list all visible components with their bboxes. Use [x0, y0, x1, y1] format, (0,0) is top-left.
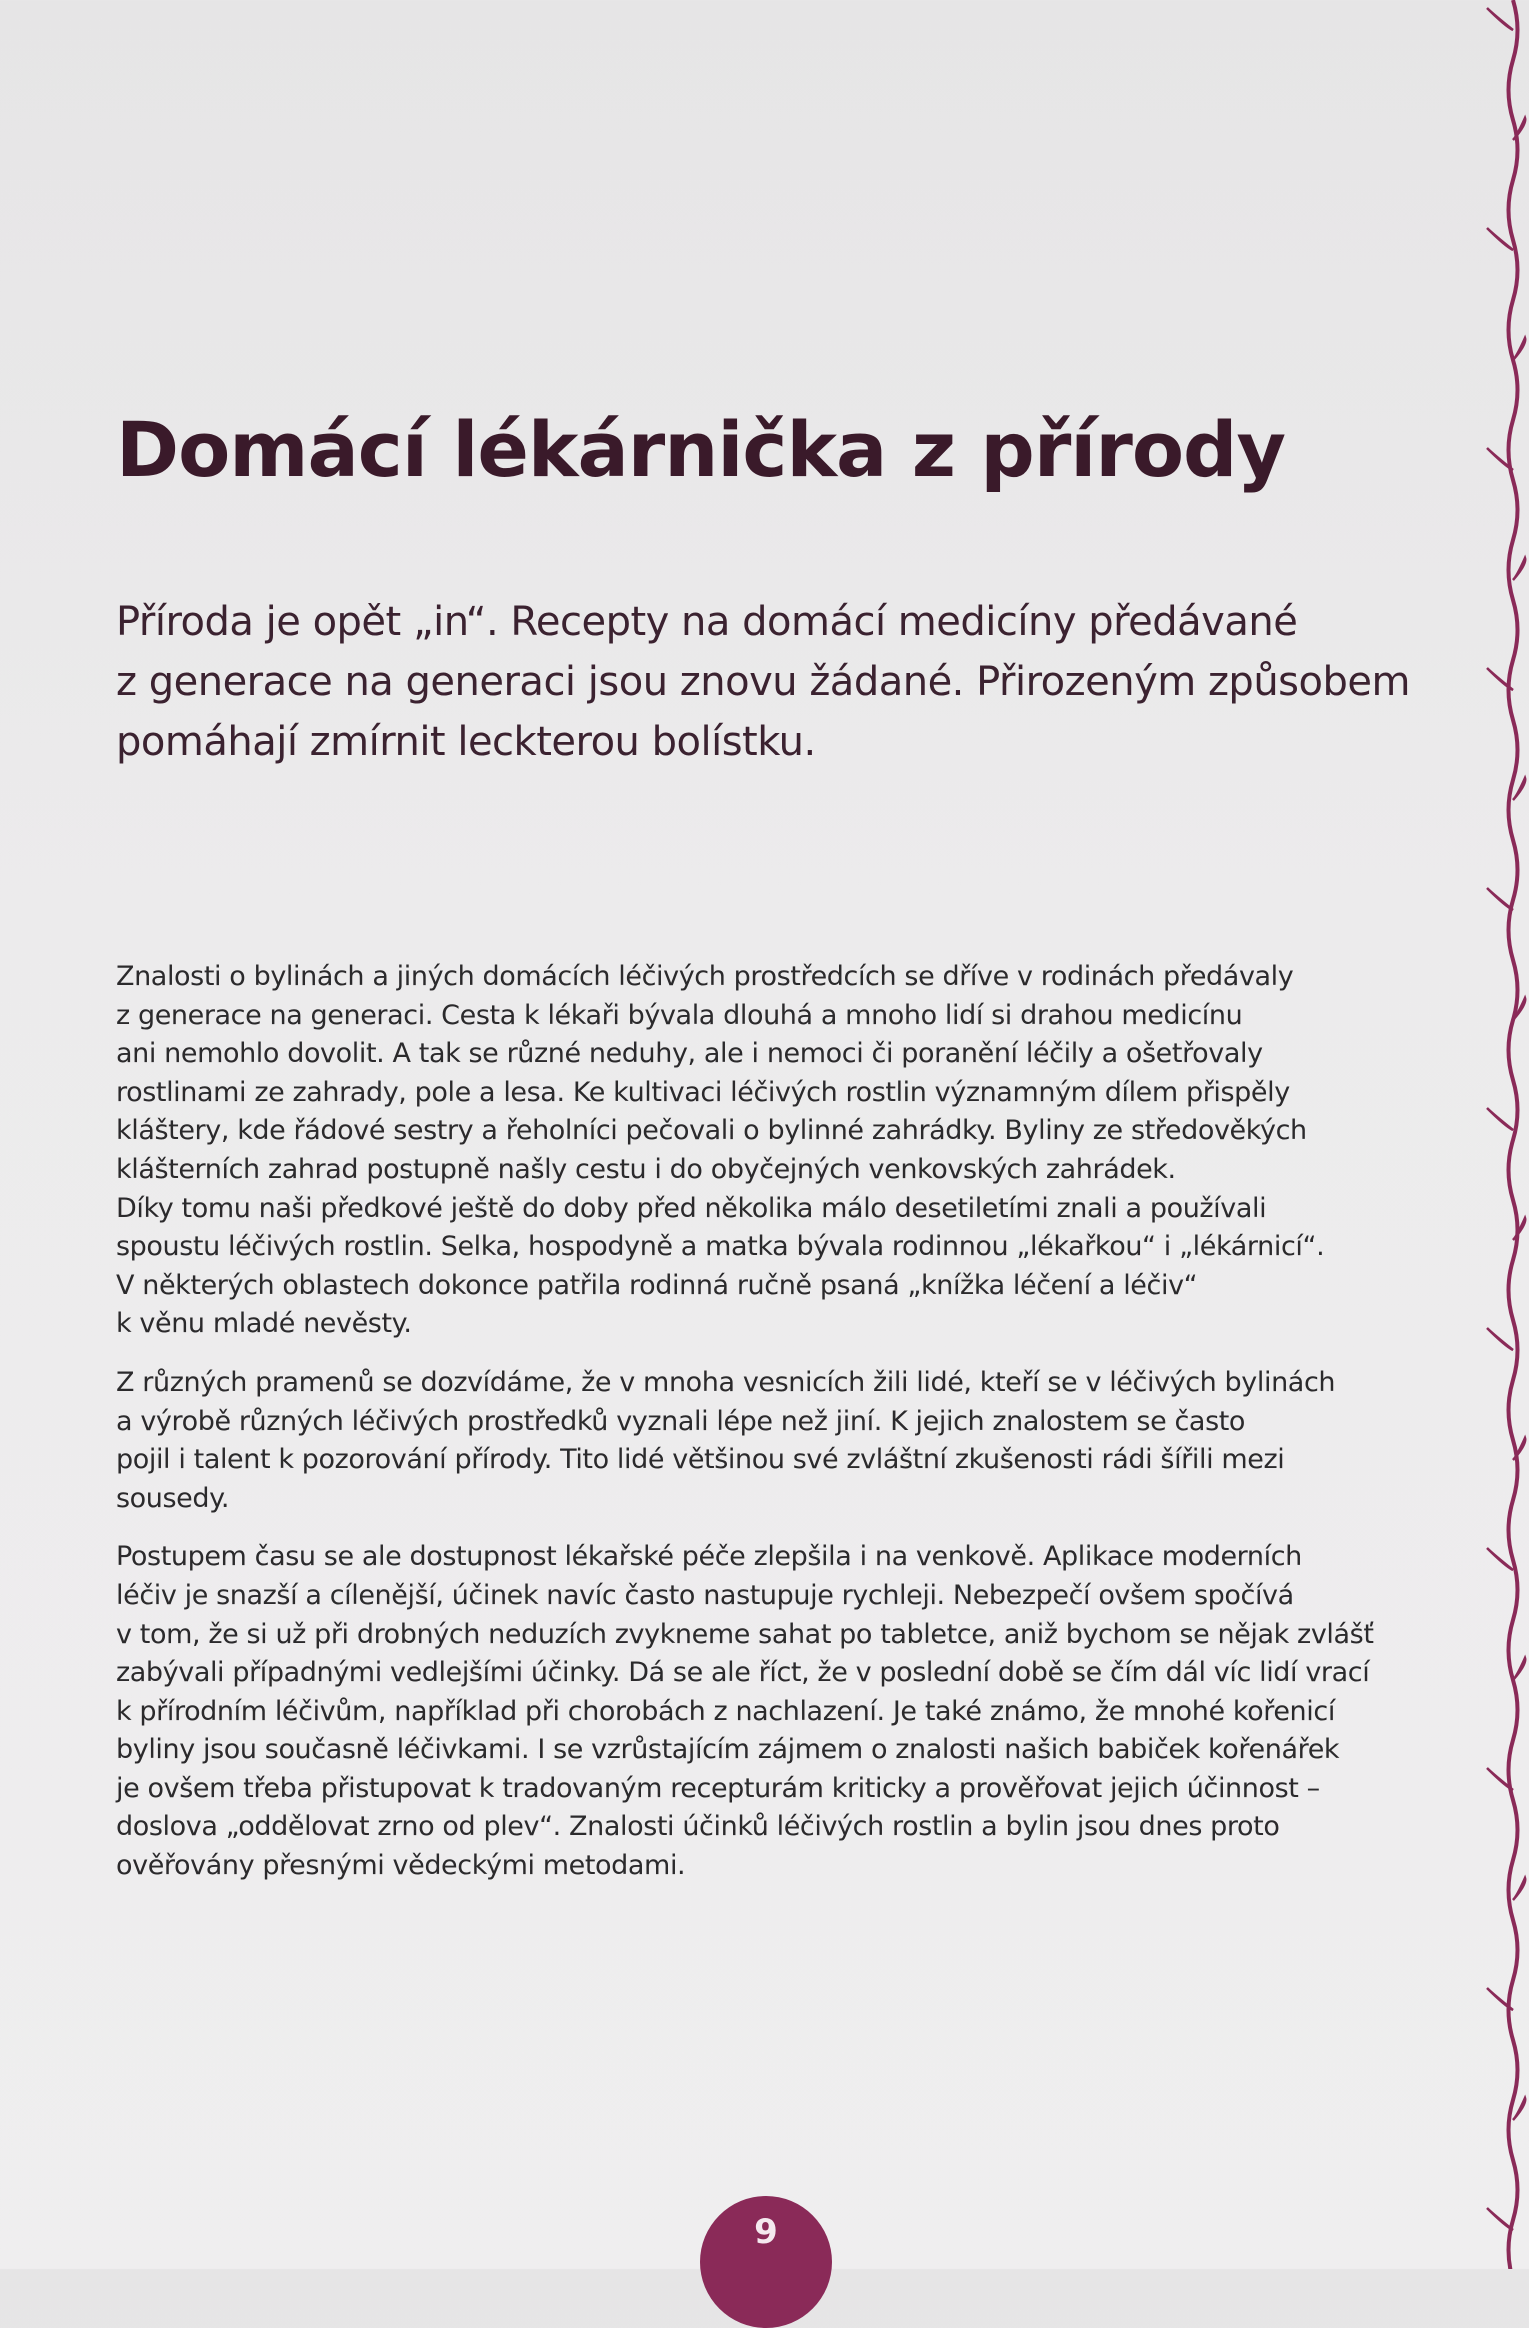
body-paragraph	[116, 1538, 1396, 1885]
body-line: léčiv je snazší a cílenější, účinek navíc často nastupuje rychleji. Nebezpečí ovšem spočívá	[116, 1579, 1294, 1611]
body-line: doslova „oddělovat zrno od plev“. Znalosti účinků léčivých rostlin a bylin jsou dnes proto	[116, 1811, 1280, 1843]
body-line: k přírodním léčivům, například při chorobách z nachlazení. Je také známo, že mnohé kořenicí	[116, 1695, 1335, 1727]
lead-line: pomáhají zmírnit leckterou bolístku.	[116, 719, 816, 765]
body-line: pojil i talent k pozorování přírody. Tito lidé většinou své zvláštní zkušenosti rádi šířili mezi	[116, 1444, 1285, 1476]
body-line: z generace na generaci. Cesta k lékaři bývala dlouhá a mnoho lidí si drahou medicínu	[116, 999, 1243, 1031]
body-line: Znalosti o bylinách a jiných domácích léčivých prostředcích se dříve v rodinách předávaly	[116, 961, 1294, 992]
body-paragraph	[116, 1364, 1396, 1518]
body-line: v tom, že si už při drobných neduzích zvykneme sahat po tabletce, aniž bychom se nějak zvlášť	[116, 1618, 1374, 1650]
vine-leaf	[1513, 1658, 1525, 1680]
body-line: Díky tomu naši předkové ještě do doby před několika málo desetiletími znali a používali	[116, 1192, 1267, 1224]
lead-paragraph	[116, 592, 1410, 772]
vine-leaf	[1513, 338, 1525, 360]
body-text	[116, 958, 1396, 1886]
vine-leaf	[1487, 8, 1513, 30]
body-paragraph	[116, 958, 1396, 1344]
page-number: 9	[754, 2212, 778, 2252]
page-number-badge	[700, 2196, 832, 2328]
lead-line: z generace na generaci jsou znovu žádané. Přirozeným způsobem	[116, 659, 1410, 705]
vine-leaf	[1487, 2208, 1513, 2230]
body-line: je ovšem třeba přistupovat k tradovaným recepturám kriticky a prověřovat jejich účinnost –	[116, 1772, 1320, 1804]
body-line: ověřovány přesnými vědeckými metodami.	[116, 1850, 686, 1882]
body-line: k věnu mladé nevěsty.	[116, 1308, 412, 1340]
body-line: sousedy.	[116, 1482, 230, 1514]
vine-leaf	[1513, 1878, 1525, 1900]
body-line: byliny jsou současně léčivkami. I se vzrůstajícím zájmem o znalosti našich babiček kořenářek	[116, 1734, 1340, 1766]
body-line: spoustu léčivých rostlin. Selka, hospodyně a matka bývala rodinnou „lékařkou“ i „lékárnicí“.	[116, 1231, 1325, 1263]
body-line: kláštery, kde řádové sestry a řeholníci pečovali o bylinné zahrádky. Byliny ze středověkých	[116, 1115, 1307, 1147]
body-line: Postupem času se ale dostupnost lékařské péče zlepšila i na venkově. Aplikace moderních	[116, 1541, 1302, 1573]
vine-leaf	[1487, 888, 1513, 910]
lead-line: Příroda je opět „in“. Recepty na domácí medicíny předávané	[116, 599, 1298, 645]
vine-leaf	[1487, 1328, 1513, 1350]
body-line: V některých oblastech dokonce patřila rodinná ručně psaná „knížka léčení a léčiv“	[116, 1269, 1198, 1301]
body-line: a výrobě různých léčivých prostředků vyznali lépe než jiní. K jejich znalostem se často	[116, 1405, 1246, 1437]
body-line: klášterních zahrad postupně našly cestu i do obyčejných venkovských zahrádek.	[116, 1153, 1176, 1185]
vine-leaf	[1513, 558, 1525, 580]
vine-leaf	[1487, 1108, 1513, 1130]
body-line: ani nemohlo dovolit. A tak se různé neduhy, ale i nemoci či poranění léčily a ošetřovaly	[116, 1038, 1263, 1070]
body-line: zabývali případnými vedlejšími účinky. Dá se ale říct, že v poslední době se čím dál víc lidí vrací	[116, 1657, 1370, 1689]
vine-leaf	[1513, 2098, 1525, 2120]
vine-stem	[1509, 0, 1518, 2269]
vine-leaf	[1513, 778, 1525, 800]
page-title: Domácí lékárnička z přírody	[116, 405, 1285, 494]
body-line: Z různých pramenů se dozvídáme, že v mnoha vesnicích žili lidé, kteří se v léčivých bylinách	[116, 1366, 1336, 1398]
body-line: rostlinami ze zahrady, pole a lesa. Ke kultivaci léčivých rostlin významným dílem přispěly	[116, 1076, 1290, 1108]
vine-border-icon	[1469, 0, 1529, 2269]
